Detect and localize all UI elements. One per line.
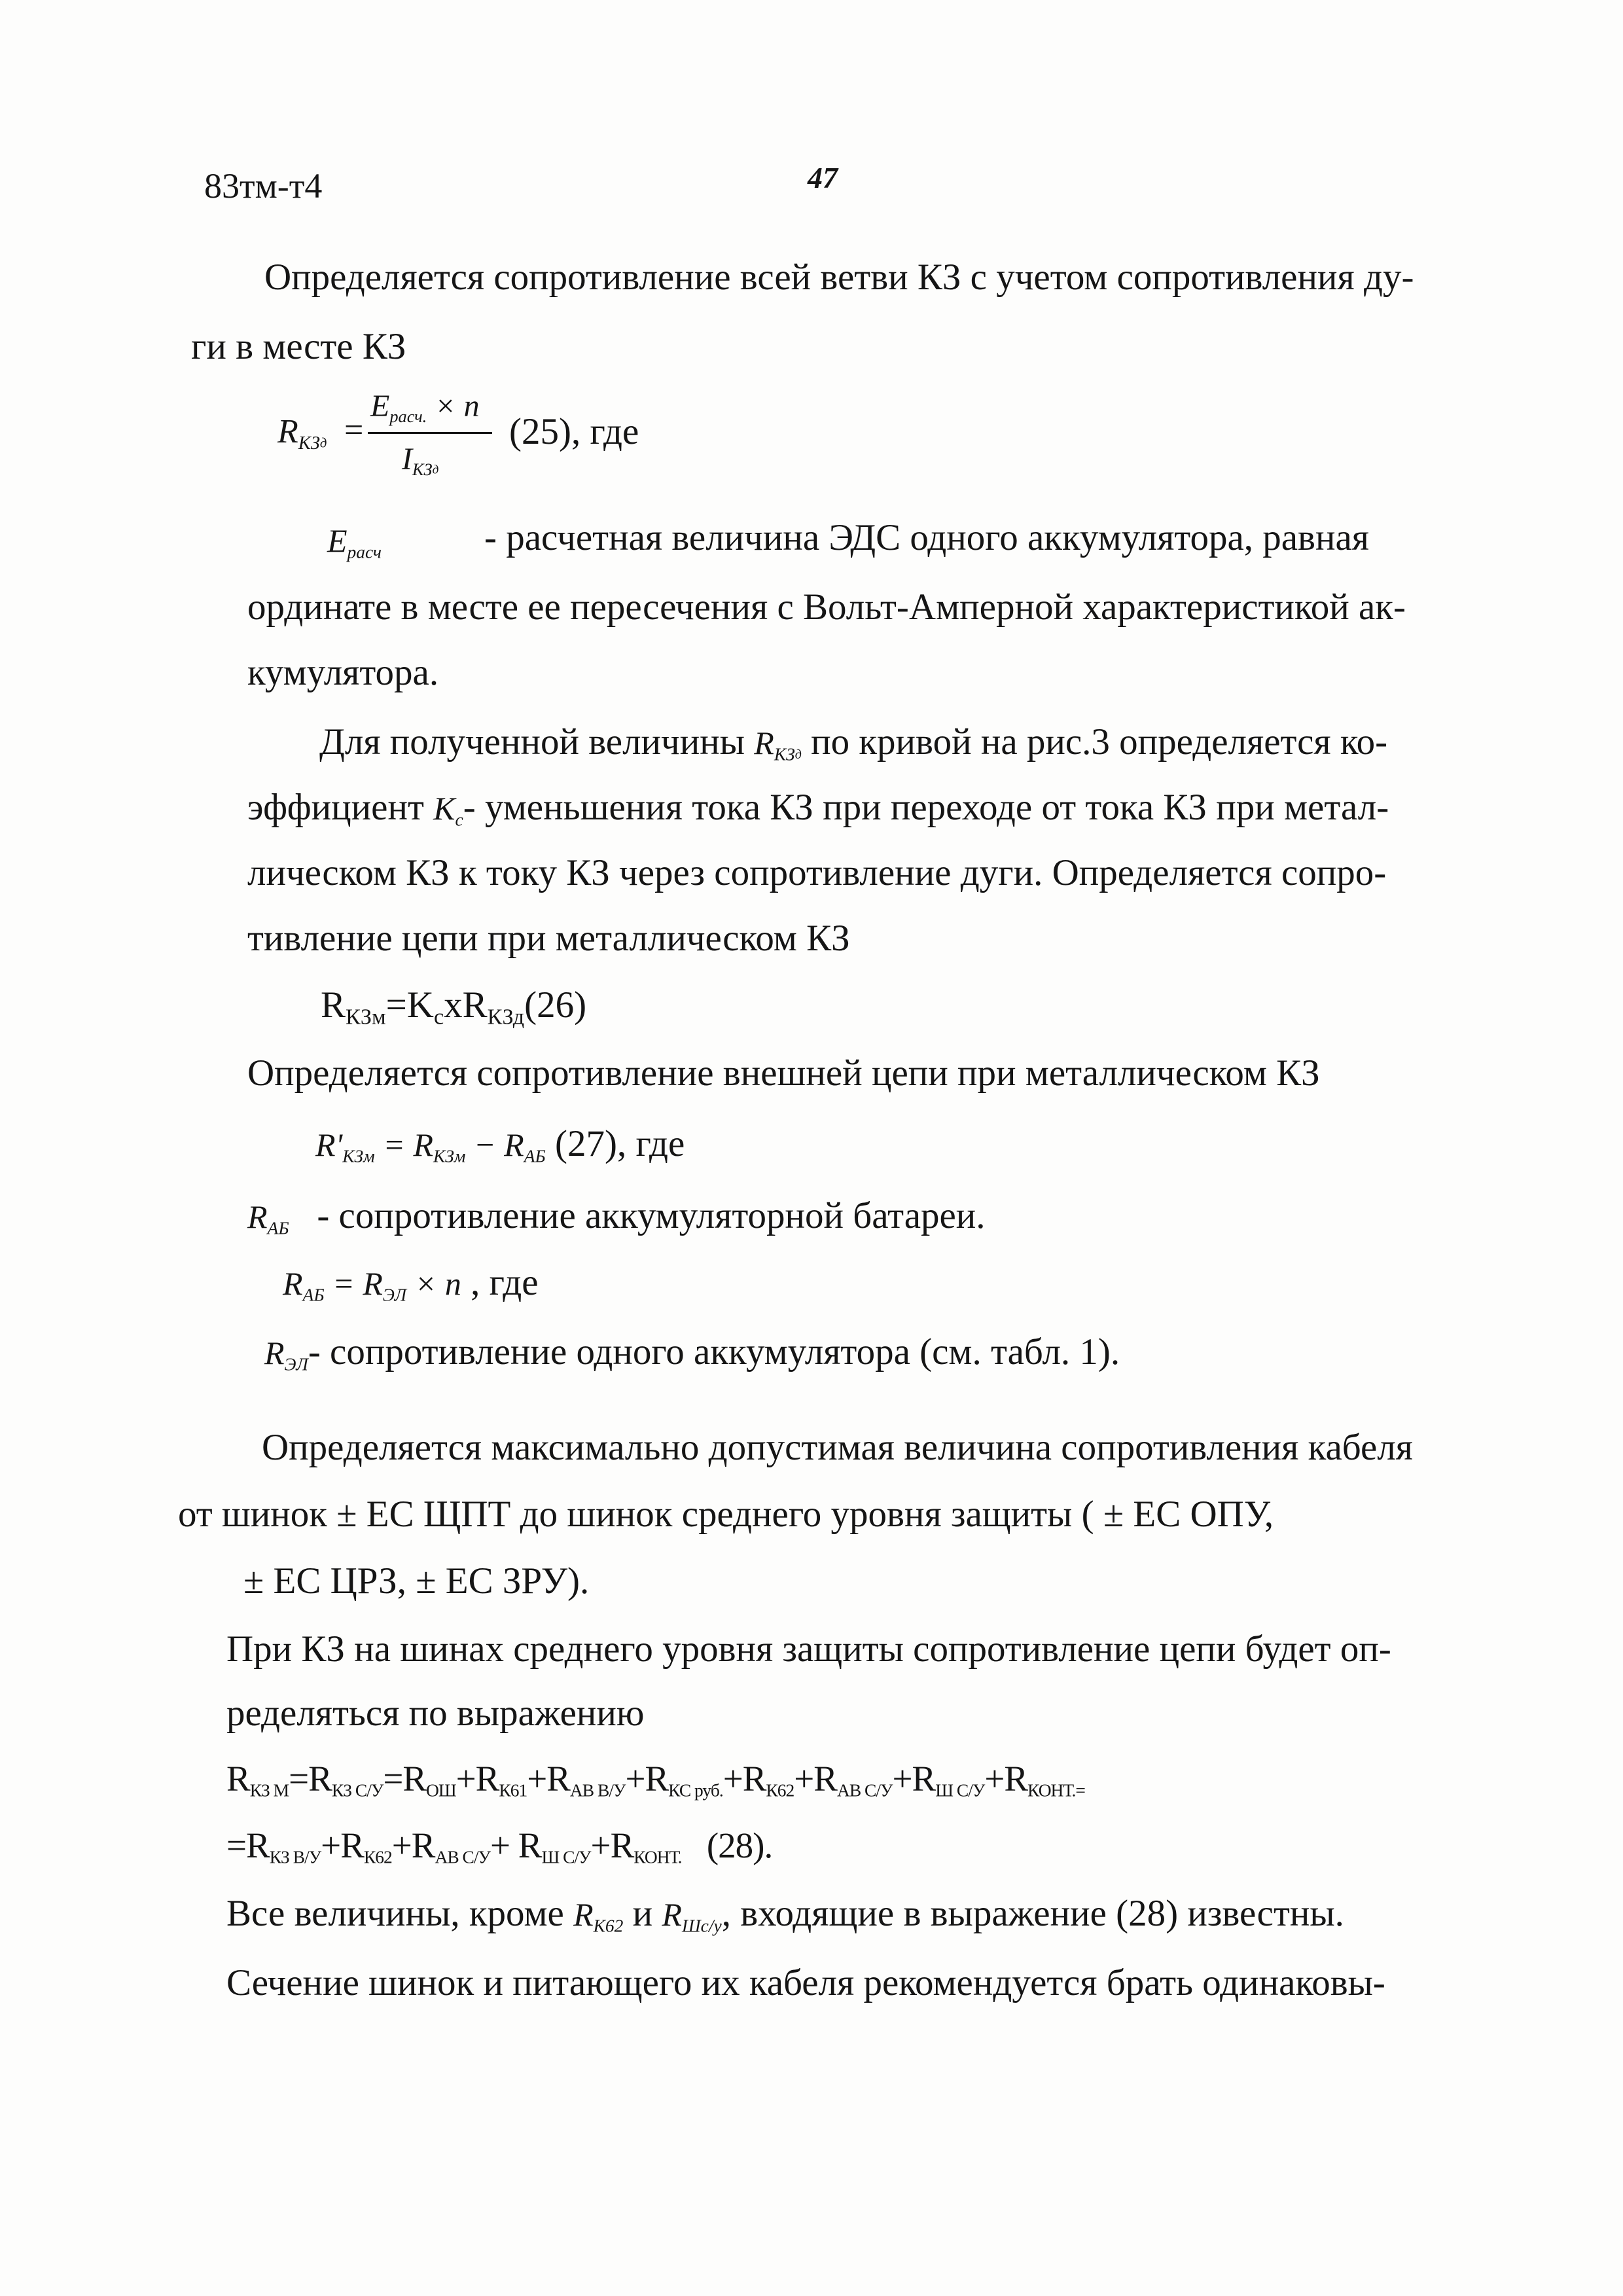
eq28-line-2-term: RАВ С/У (411, 1825, 490, 1867)
paragraph-4-line-3: ± ЕС ЦРЗ, ± ЕС ЗРУ). (243, 1560, 590, 1602)
def-e-symbol: $E_{расч}$ (327, 522, 382, 562)
eq28-line-1-operator: + (455, 1759, 476, 1799)
paragraph-4-line-1: Определяется максимально допустимая величина сопротивления кабеля (262, 1427, 1413, 1468)
paragraph-2-line-3: лическом КЗ к току КЗ через сопротивление дуги. Определяется сопро- (247, 852, 1387, 893)
page-number: 47 (808, 161, 838, 194)
eq28-line-2-term: RКЗ В/У (246, 1825, 321, 1867)
eq28-line-2-term: RКОНТ. (610, 1825, 682, 1867)
eq28-line-2-operator: + (490, 1825, 518, 1865)
equation-27: $R'_{КЗм} = R_{КЗм} - R_{АБ}$ (27), где (315, 1123, 685, 1166)
eq28-line-2-operator: + (321, 1825, 341, 1865)
paragraph-4-line-2: от шинок ± ЕС ЩПТ до шинок среднего уровня защиты ( ± ЕС ОПУ, (178, 1494, 1274, 1535)
eq28-line-1-term: RК61 (475, 1759, 527, 1801)
equation-rab: $R_{АБ} = R_{ЭЛ} \times n$ , где (283, 1262, 539, 1305)
eq28-line-1-operator: + (722, 1759, 743, 1799)
eq28-line-1-operator: + (984, 1759, 1005, 1799)
eq28-line-2-operator: (28). (681, 1825, 773, 1865)
paragraph-5-line-2: ределяться по выражению (226, 1693, 645, 1734)
paragraph-2-line-1: Для полученной величины $R_{КЗд}$ по кривой на рис.3 определяется ко- (319, 721, 1388, 764)
eq25-label: (25), где (509, 411, 639, 452)
equation-26: RКЗм=KсxRКЗд(26) (321, 984, 587, 1030)
eq28-line-1-term: RАВ С/У (813, 1759, 893, 1801)
eq28-line-1-term: RКОНТ.= (1004, 1759, 1085, 1801)
def-e-line-1: - расчетная величина ЭДС одного аккумулятора, равная (484, 517, 1369, 558)
k-c-symbol: $K_с$ (433, 790, 463, 830)
r-sh-su-symbol: $R_{Шс/у}$ (662, 1896, 722, 1936)
eq28-line-1-term: RКС руб. (645, 1759, 723, 1801)
eq28-line-1-term: RК62 (742, 1759, 794, 1801)
eq28-line-1-operator: + (892, 1759, 912, 1799)
paragraph-2-line-4: тивление цепи при металлическом КЗ (247, 918, 850, 959)
eq25-lhs: $R_{КЗд}$ (277, 413, 327, 454)
paragraph-1-line-2: ги в месте КЗ (191, 326, 406, 367)
r-kzd-symbol: $R_{КЗд}$ (754, 725, 802, 764)
eq28-line-1-operator: + (527, 1759, 547, 1799)
paragraph-5-line-1: При КЗ на шинах среднего уровня защиты сопротивление цепи будет оп- (226, 1628, 1391, 1670)
eq28-line-2-operator: + (590, 1825, 611, 1865)
eq25-numerator: $E_{расч.} \times n$ (370, 389, 480, 427)
r-k62-symbol: $R_{К62}$ (573, 1896, 624, 1936)
eq28-line-1-operator: = (289, 1759, 309, 1799)
eq28-line-1-operator: = (383, 1759, 403, 1799)
equation-28-line-2 (226, 1822, 772, 1880)
paragraph-6: Все величины, кроме $R_{К62}$ и $R_{Шс/у}$, входящие в выражение (28) известны. (226, 1893, 1344, 1936)
eq25-denominator: $I_{КЗд}$ (402, 442, 439, 480)
def-e-line-3: кумулятора. (247, 652, 439, 693)
eq28-line-1-operator: + (794, 1759, 814, 1799)
paragraph-1-line-1: Определяется сопротивление всей ветви КЗ с учетом сопротивления ду- (264, 257, 1414, 298)
eq28-line-2-term: RШ С/У (518, 1825, 591, 1867)
eq28-line-2-operator: = (226, 1825, 247, 1865)
eq28-line-2-operator: + (391, 1825, 412, 1865)
eq28-line-1-term: RШ С/У (912, 1759, 985, 1801)
def-rel: $R_{ЭЛ}-$ сопротивление одного аккумулятора (см. табл. 1). (264, 1331, 1120, 1374)
eq28-line-1-term: RАВ В/У (546, 1759, 626, 1801)
paragraph-7: Сечение шинок и питающего их кабеля рекомендуется брать одинаковы- (226, 1962, 1385, 2003)
paragraph-2-line-2: эффициент $K_с-$ уменьшения тока КЗ при переходе от тока КЗ при метал- (247, 787, 1389, 830)
def-rab: $R_{АБ}$ - сопротивление аккумуляторной батареи. (247, 1195, 986, 1238)
eq28-line-2-term: RК62 (340, 1825, 392, 1867)
doc-code: 83тм-т4 (204, 166, 323, 206)
eq28-line-1-term: RКЗ М (226, 1759, 289, 1801)
equation-28-line-1 (226, 1755, 1085, 1814)
paragraph-3: Определяется сопротивление внешней цепи при металлическом КЗ (247, 1052, 1320, 1094)
eq28-line-1-term: RОШ (402, 1759, 456, 1801)
eq25-equals: = (344, 412, 364, 449)
eq25-fraction-bar (368, 432, 492, 434)
eq28-line-1-operator: + (625, 1759, 645, 1799)
def-e-line-2: ординате в месте ее пересечения с Вольт-Амперной характеристикой ак- (247, 586, 1406, 628)
eq28-line-1-term: RКЗ С/У (308, 1759, 383, 1801)
